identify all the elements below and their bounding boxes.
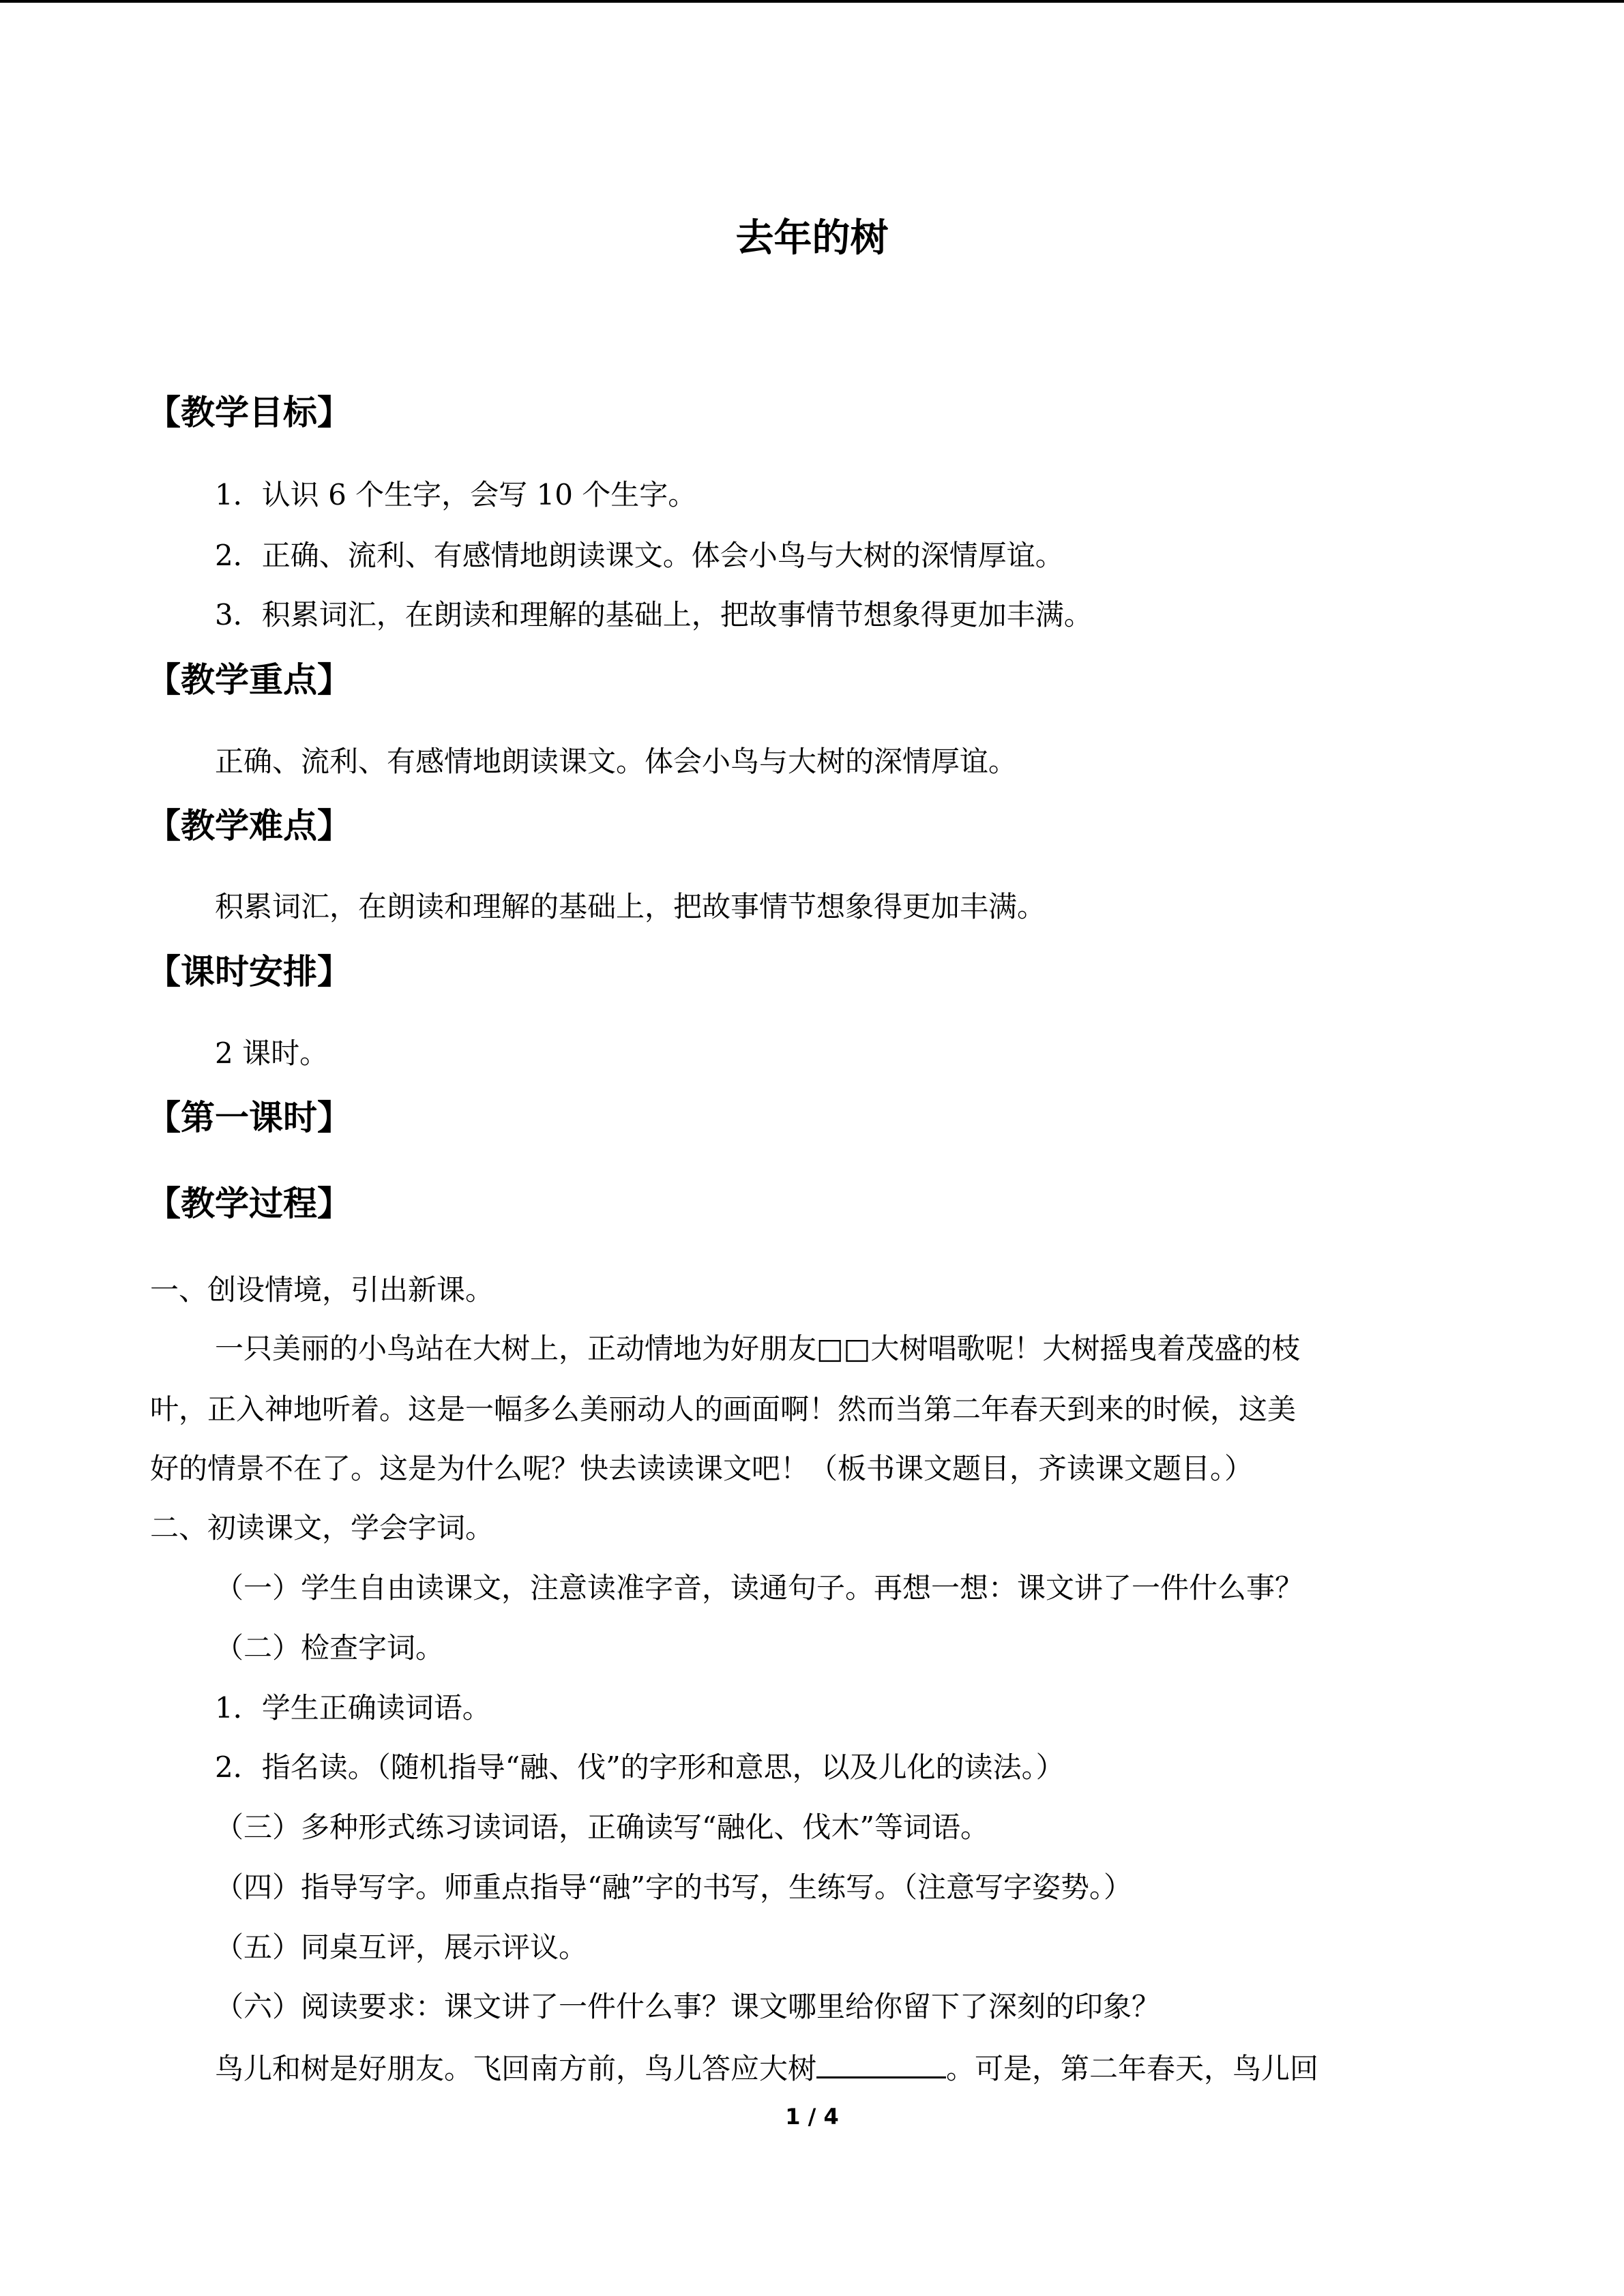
fill-in-blank [816,2046,946,2078]
step-item: （二）检查字词。 [215,1631,445,1665]
step-item: 2．指名读。（随机指导“融、伐”的字形和意思，以及儿化的读法。） [215,1750,1065,1784]
heading-difficulties: 【教学难点】 [147,806,351,846]
heading-first-period: 【第一课时】 [147,1098,351,1137]
step-item: （一）学生自由读课文，注意读准字音，读通句子。再想一想：课文讲了一件什么事？ [215,1571,1304,1605]
key-points-text: 正确、流利、有感情地朗读课文。体会小鸟与大树的深情厚谊。 [215,745,1018,778]
heading-process: 【教学过程】 [147,1184,351,1223]
heading-schedule: 【课时安排】 [147,952,351,992]
step-title: 二、初读课文，学会字词。 [150,1511,494,1545]
fill-in-text-after: 。可是，第二年春天，鸟儿回 [946,2052,1319,2085]
step-item: （四）指导写字。师重点指导“融”字的书写，生练写。（注意写字姿势。） [215,1870,1132,1904]
objective-item: 1．认识 6 个生字，会写 10 个生字。 [215,478,697,511]
schedule-text: 2 课时。 [215,1037,329,1070]
page-number: 1 / 4 [785,2104,839,2130]
paragraph-line: 一只美丽的小鸟站在大树上，正动情地为好朋友□□大树唱歌呢！大树摇曳着茂盛的枝 [215,1332,1301,1365]
heading-objectives: 【教学目标】 [147,393,351,432]
step-title: 一、创设情境，引出新课。 [150,1273,494,1307]
objective-item: 2．正确、流利、有感情地朗读课文。体会小鸟与大树的深情厚谊。 [215,539,1064,572]
step-item: 1．学生正确读词语。 [215,1691,491,1725]
page-title: 去年的树 [735,216,889,260]
paragraph-line: 叶，正入神地听着。这是一幅多么美丽动人的画面啊！然而当第二年春天到来的时候，这美 [150,1392,1297,1426]
objective-item: 3．积累词汇，在朗读和理解的基础上，把故事情节想象得更加丰满。 [215,598,1093,631]
paragraph-line: 好的情景不在了。这是为什么呢？快去读读课文吧！（板书课文题目，齐读课文题目。） [150,1452,1254,1485]
fill-in-text-before: 鸟儿和树是好朋友。飞回南方前，鸟儿答应大树 [215,2052,817,2085]
step-item: （三）多种形式练习读词语，正确读写“融化、伐木”等词语。 [215,1810,989,1844]
difficulties-text: 积累词汇，在朗读和理解的基础上，把故事情节想象得更加丰满。 [215,890,1046,923]
heading-key-points: 【教学重点】 [147,660,351,700]
step-item: （六）阅读要求：课文讲了一件什么事？课文哪里给你留下了深刻的印象？ [215,1990,1161,2023]
top-border-rule [0,0,1624,3]
fill-in-line [215,2046,1318,2089]
step-item: （五）同桌互评，展示评议。 [215,1930,588,1964]
